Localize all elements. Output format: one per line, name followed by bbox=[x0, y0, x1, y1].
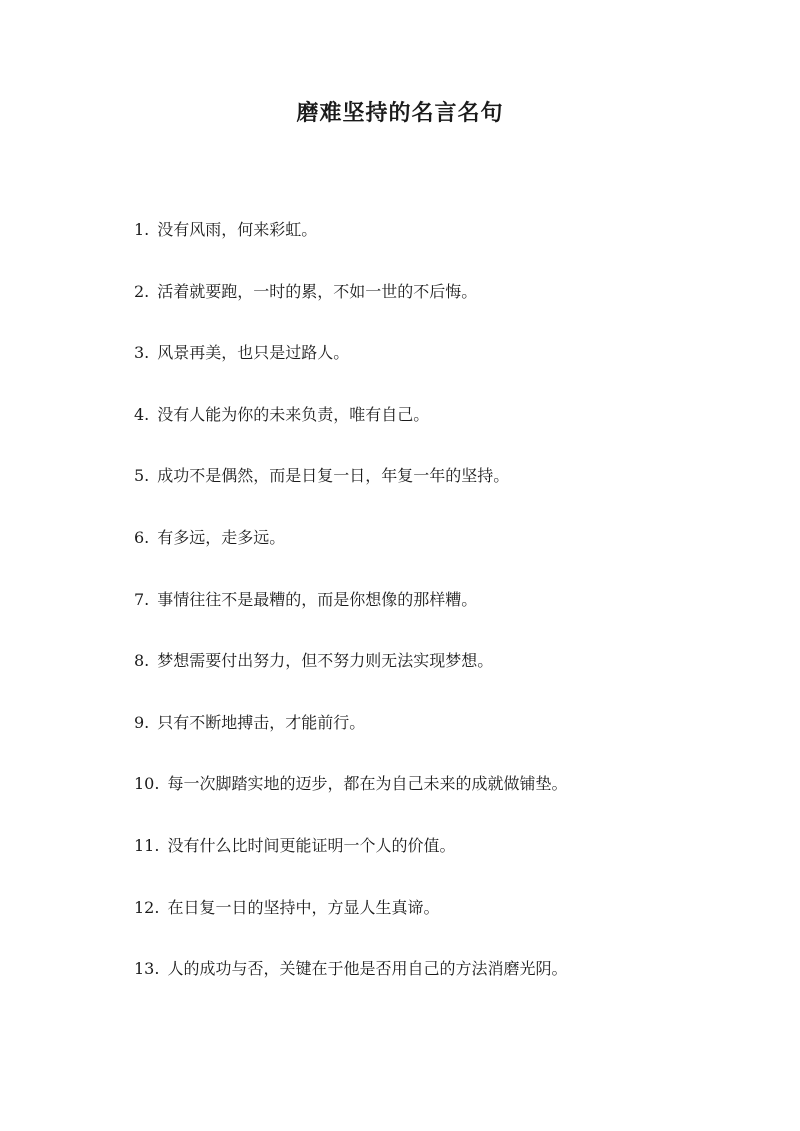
list-item-text: 成功不是偶然，而是日复一日，年复一年的坚持。 bbox=[157, 466, 510, 486]
list-item-text: 没有什么比时间更能证明一个人的价值。 bbox=[167, 835, 456, 855]
list-item bbox=[134, 277, 734, 339]
list-item-text: 有多远，走多远。 bbox=[157, 527, 286, 547]
list-item bbox=[134, 400, 734, 462]
list-item bbox=[134, 338, 734, 400]
list-item-number: 5. bbox=[134, 466, 150, 486]
list-item-number: 4. bbox=[134, 404, 150, 424]
list-item-number: 11. bbox=[134, 835, 160, 855]
list-item-number: 10. bbox=[134, 774, 160, 794]
list-item-text: 没有人能为你的未来负责，唯有自己。 bbox=[157, 404, 430, 424]
list-item-number: 9. bbox=[134, 712, 150, 732]
list-item-text: 风景再美，也只是过路人。 bbox=[157, 343, 350, 363]
list-item bbox=[134, 646, 734, 708]
list-item bbox=[134, 708, 734, 770]
list-item bbox=[134, 585, 734, 647]
list-item-text: 每一次脚踏实地的迈步，都在为自己未来的成就做铺垫。 bbox=[167, 774, 568, 794]
list-item bbox=[134, 954, 734, 1016]
quote-list bbox=[134, 215, 734, 1016]
list-item-number: 7. bbox=[134, 589, 150, 609]
list-item bbox=[134, 523, 734, 585]
list-item-text: 人的成功与否，关键在于他是否用自己的方法消磨光阴。 bbox=[167, 959, 568, 979]
list-item bbox=[134, 893, 734, 955]
list-item-number: 2. bbox=[134, 281, 150, 301]
list-item bbox=[134, 461, 734, 523]
list-item-number: 13. bbox=[134, 959, 160, 979]
list-item bbox=[134, 831, 734, 893]
list-item-text: 在日复一日的坚持中，方显人生真谛。 bbox=[167, 897, 440, 917]
list-item-number: 6. bbox=[134, 527, 150, 547]
list-item-number: 3. bbox=[134, 343, 150, 363]
list-item-number: 1. bbox=[134, 220, 150, 239]
list-item-text: 事情往往不是最糟的，而是你想像的那样糟。 bbox=[157, 589, 478, 609]
list-item-text: 活着就要跑，一时的累，不如一世的不后悔。 bbox=[157, 281, 478, 301]
page-title: 磨难坚持的名言名句 bbox=[296, 100, 504, 126]
list-item bbox=[134, 215, 734, 277]
list-item-number: 12. bbox=[134, 897, 160, 917]
list-item-text: 没有风雨，何来彩虹。 bbox=[157, 220, 318, 239]
list-item bbox=[134, 769, 734, 831]
list-item-number: 8. bbox=[134, 651, 150, 671]
list-item-text: 梦想需要付出努力，但不努力则无法实现梦想。 bbox=[157, 651, 494, 671]
list-item-text: 只有不断地搏击，才能前行。 bbox=[157, 712, 366, 732]
